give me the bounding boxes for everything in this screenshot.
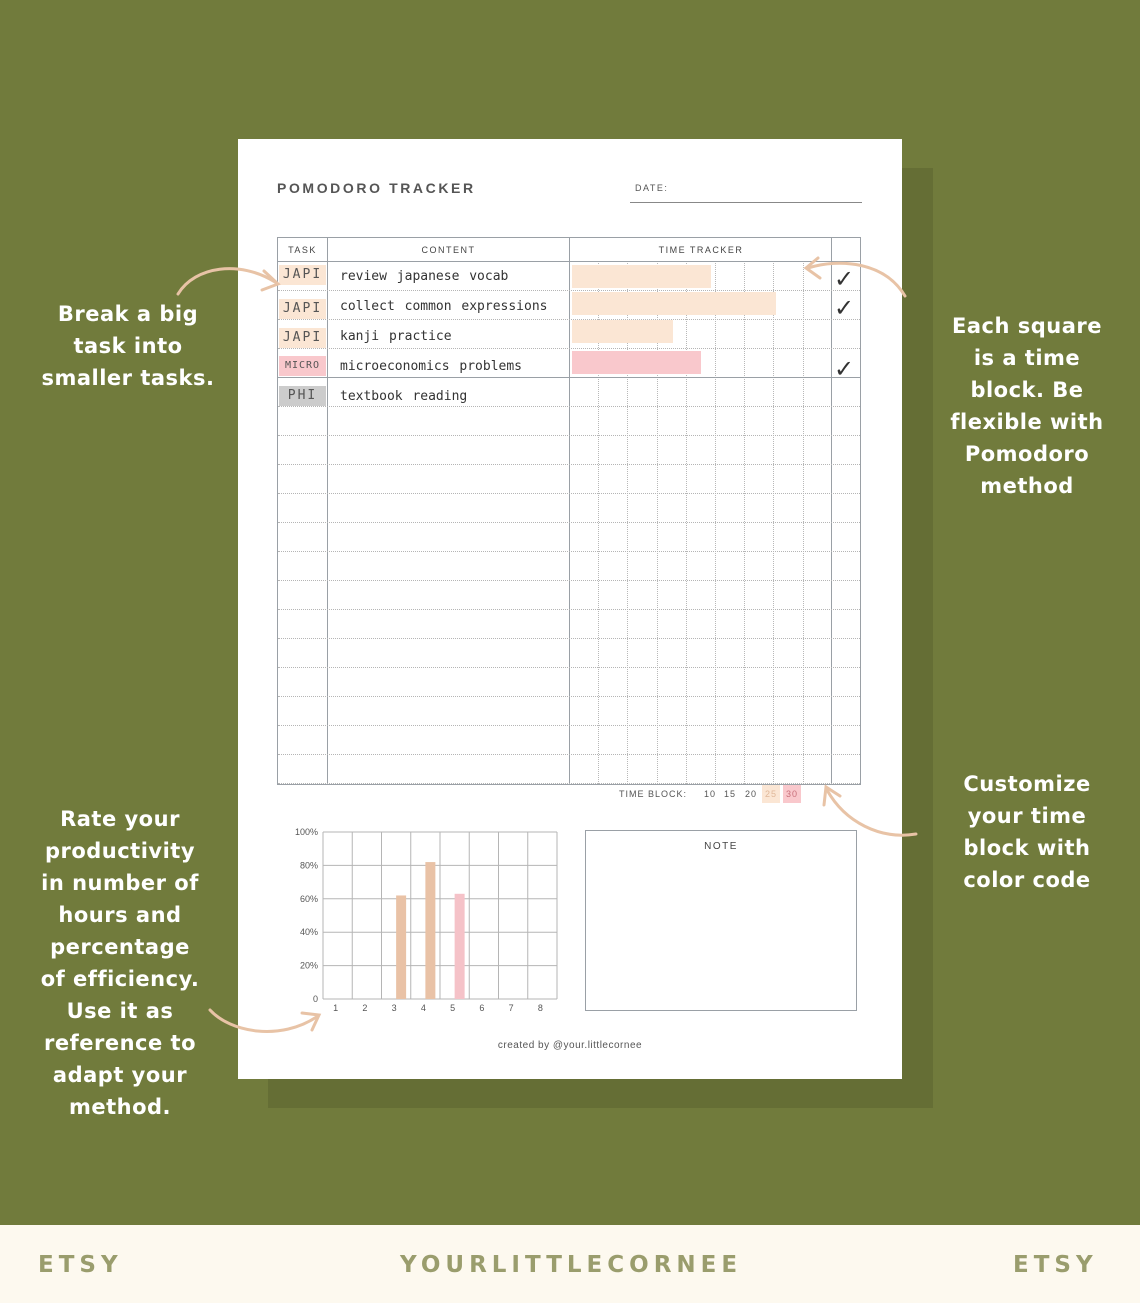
callout-line: method. [68,1095,172,1119]
task-content: textbook reading [340,389,468,404]
x-tick-label: 1 [333,1003,339,1013]
y-tick-label: 80% [299,860,318,871]
callout-line: Each square [952,314,1102,338]
time-block-option: 30 [783,785,801,803]
time-block-option: 10 [704,789,717,799]
callout-line: block with [963,836,1091,860]
content-header: CONTENT [421,245,476,255]
callout-line: percentage [50,935,190,959]
callout-line: block. Be [970,378,1084,402]
footer-left-text[interactable]: ETSY [38,1252,123,1278]
task-content: collect common expressions [340,299,548,314]
check-mark-icon: ✓ [834,355,855,383]
task-tag-phi: PHI [279,386,326,406]
footer-center-text[interactable]: YOURLITTLECORNEE [400,1252,743,1278]
time-tracker-header: TIME TRACKER [658,245,744,255]
callout-line: flexible with [950,410,1104,434]
time-block-option: 15 [724,789,737,799]
task-content: kanji practice [340,329,452,344]
callout-line: Use it as [66,999,174,1023]
callout-line: hours and [58,903,182,927]
time-block-option: 20 [745,789,758,799]
callout-line: smaller tasks. [41,366,215,390]
x-tick-label: 4 [420,1003,426,1013]
callout-line: productivity [44,839,196,863]
footer-bar [0,1225,1140,1303]
arrow-break-tasks [178,269,275,294]
callout-line: adapt your [52,1063,188,1087]
x-tick-label: 6 [479,1003,485,1013]
task-header: TASK [288,245,317,255]
note-label: NOTE [704,841,738,852]
time-block-option: 25 [762,785,780,803]
task-content: review japanese vocab [340,269,509,284]
callout-line: of efficiency. [40,967,200,991]
x-tick-label: 8 [537,1003,543,1013]
task-content: microeconomics problems [340,359,523,374]
task-tag-japi: JAPI [279,328,326,348]
y-tick-label: 100% [294,827,318,837]
x-tick-label: 2 [362,1003,368,1013]
callout-line: your time [967,804,1087,828]
callout-line: Pomodoro [964,442,1090,466]
check-mark-icon: ✓ [834,294,855,322]
x-tick-label: 7 [508,1003,514,1013]
page-title: POMODORO TRACKER [277,180,476,196]
callout-line: Break a big [57,302,199,326]
task-tag-japi: JAPI [279,299,326,319]
callout-line: task into [73,334,183,358]
footer-right-text[interactable]: ETSY [1013,1252,1098,1278]
y-tick-label: 60% [299,893,318,904]
credit-text: created by @your.littlecornee [497,1040,643,1051]
date-label: DATE: [635,183,669,193]
callout-line: color code [963,868,1091,892]
check-mark-icon: ✓ [834,265,855,293]
callout-line: Rate your [60,807,180,831]
callout-line: method [980,474,1074,498]
task-tag-micro: MICRO [279,356,326,376]
y-tick-label: 20% [299,960,318,971]
time-block-label: TIME BLOCK: [619,789,688,799]
callout-line: Customize [963,772,1091,796]
callout-line: is a time [973,346,1081,370]
x-tick-label: 5 [450,1003,456,1013]
arrow-time-block [808,263,905,296]
y-tick-label: 0 [312,994,318,1004]
x-tick-label: 3 [391,1003,397,1013]
task-tag-japi: JAPI [279,265,326,285]
y-tick-label: 40% [299,927,318,938]
callout-line: in number of [41,871,199,895]
callout-line: reference to [44,1031,196,1055]
